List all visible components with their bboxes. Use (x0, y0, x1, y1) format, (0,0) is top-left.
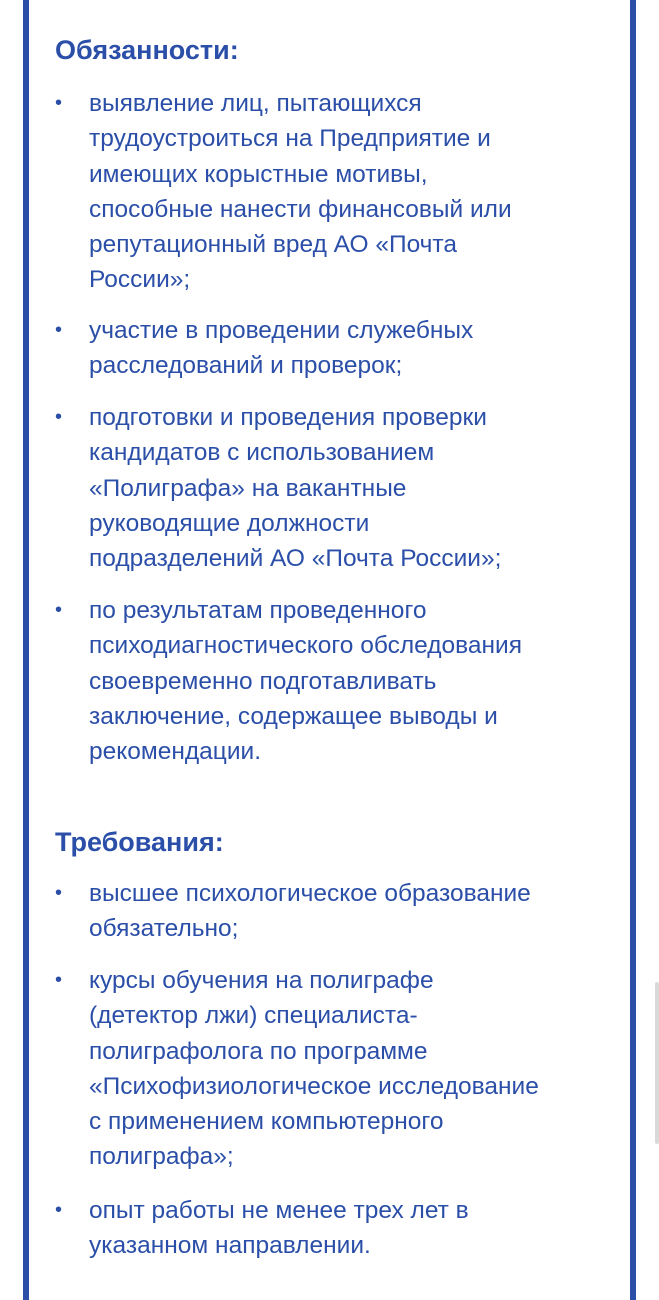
list-item-text: подготовки и проведения проверки кандидатов с использованием «Полиграфа» на вакантные руководящие должности подразделений АО «Почта России»; (89, 404, 502, 573)
list-item-text: высшее психологическое образование обязательно; (89, 880, 531, 943)
bullet: • (55, 1199, 63, 1221)
bullet: • (55, 92, 63, 114)
bullet: • (55, 882, 63, 904)
bullet: • (55, 969, 63, 991)
list-item-text: по результатам проведенного психодиагностического обследования своевременно подготавливать заключение, содержащее выводы и рекомендации. (89, 597, 522, 766)
list-item-text: участие в проведении служебных расследований и проверок; (89, 317, 474, 380)
bullet: • (55, 406, 63, 428)
bullet: • (55, 599, 63, 621)
list-item-text: опыт работы не менее трех лет в указанном направлении. (89, 1197, 469, 1260)
scrollbar[interactable] (655, 982, 659, 1144)
bullet: • (55, 319, 63, 341)
list-item-text: выявление лиц, пытающихся трудоустроиться на Предприятие и имеющих корыстные мотивы, способные нанести финансовый или репутационный вред АО «Почта России»; (89, 90, 512, 294)
duties-heading: Обязанности: (55, 35, 239, 65)
list-item-text: курсы обучения на полиграфе (детектор лжи) специалиста- полиграфолога по программе «Психофизиологическое исследование с применением компьютерного полиграфа»; (89, 967, 539, 1171)
requirements-heading: Требования: (55, 827, 224, 857)
